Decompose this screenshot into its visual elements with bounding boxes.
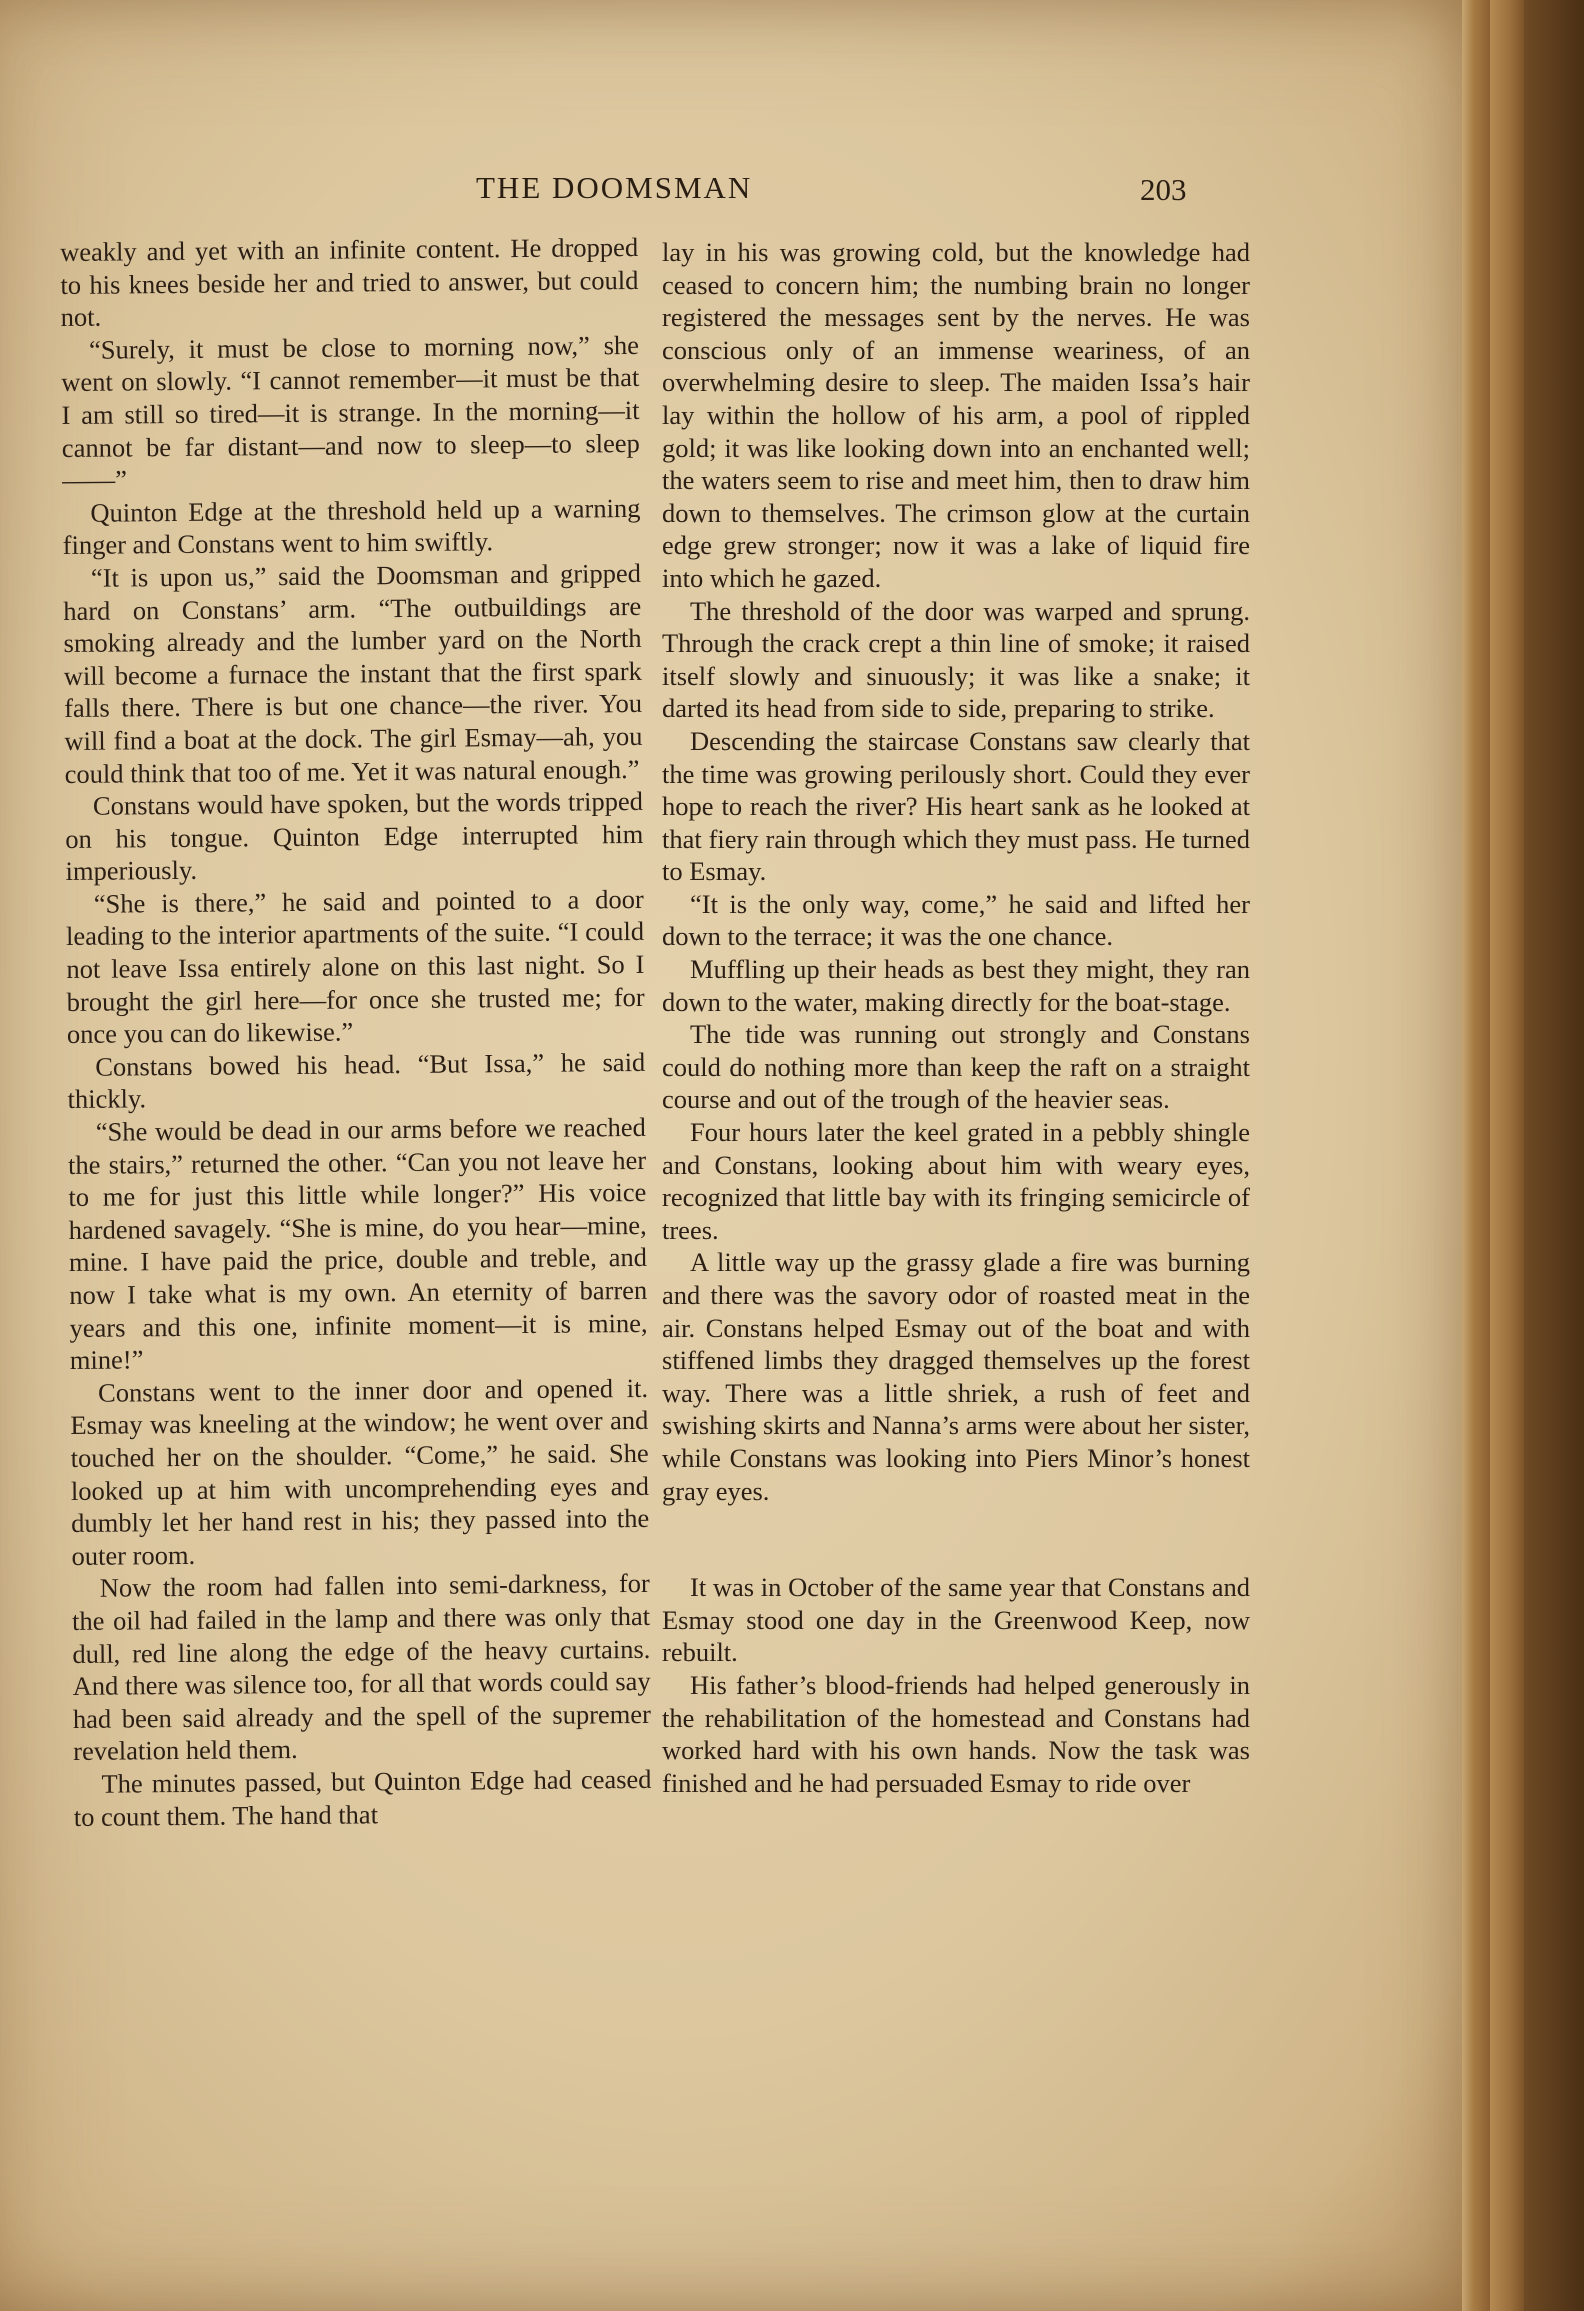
paragraph: Four hours later the keel grated in a pebbly shingle and Constans, looking about him with weary eyes, recognized that little bay with its fringing semicircle of trees.	[662, 1117, 1250, 1245]
paragraph: Muffling up their heads as best they might, they ran down to the water, making directly for the boat-stage.	[662, 954, 1250, 1017]
running-head	[400, 170, 1360, 214]
paragraph: A little way up the grassy glade a fire was burning and there was the savory odor of roasted meat in the air. Constans helped Esmay out of the boat and with stiffened limbs they dragged themselves up the forest way. There was a little shriek, a rush of feet and swishing skirts and Nanna’s arms were about her sister, while Constans was looking into Piers Minor’s honest gray eyes.	[662, 1247, 1250, 1506]
paragraph: His father’s blood-friends had helped generously in the rehabilitation of the homestead and Constans had worked hard with his own hands. Now the task was finished and he had persuaded Esmay to ride over	[662, 1669, 1250, 1798]
paragraph: “She would be dead in our arms before we reached the stairs,” returned the other. “Can you not leave her to me for just this little while longer?” His voice hardened savagely. “She is mine, do you hear—mine, mine. I have paid the price, double and treble, and now I take what is my own. An eternity of barren years and this one, infinite moment—it is mine, mine!”	[67, 1111, 648, 1376]
section-break	[662, 1507, 1250, 1571]
paragraph: The threshold of the door was warped and sprung. Through the crack crept a thin line of smoke; it raised itself slowly and sinuously; it was like a snake; it darted its head from side to side, preparing to strike.	[662, 595, 1250, 724]
paragraph: “Surely, it must be close to morning now,” she went on slowly. “I cannot remember—it must be that I am still so tired—it is strange. In the morning—it cannot be far distant—and now to sleep—to sleep——”	[61, 329, 640, 496]
paragraph: Constans went to the inner door and opened it. Esmay was kneeling at the window; he went over and touched her on the shoulder. “Come,” he said. She looked up at him with uncomprehending eyes and dumbly let her hand rest in his; they passed into the outer room.	[70, 1372, 650, 1571]
page-stack-edge	[1490, 0, 1524, 2311]
right-column	[662, 236, 1250, 1799]
page-edge	[1462, 0, 1490, 2311]
paragraph: Now the room had fallen into semi-darkness, for the oil had failed in the lamp and there was only that dull, red line along the edge of the heavy curtains. And there was silence too, for all that words could say had been said already and the spell of the supremer revelation held them.	[71, 1568, 652, 1767]
paragraph: The minutes passed, but Quinton Edge had ceased to count them. The hand that	[73, 1763, 652, 1832]
page-number: 203	[1140, 172, 1187, 207]
running-title: THE DOOMSMAN	[476, 170, 753, 205]
book-cover-edge	[1524, 0, 1584, 2311]
paragraph: weakly and yet with an infinite content. He dropped to his knees beside her and tried to answer, but could not.	[60, 231, 639, 333]
paragraph: It was in October of the same year that Constans and Esmay stood one day in the Greenwood Keep, now rebuilt.	[662, 1572, 1250, 1668]
paragraph: Constans would have spoken, but the words tripped on his tongue. Quinton Edge interrupted him imperiously.	[65, 786, 644, 887]
paragraph: The tide was running out strongly and Constans could do nothing more than keep the raft on a straight course and out of the trough of the heavier seas.	[662, 1019, 1250, 1115]
left-column	[60, 231, 652, 1833]
paragraph: “It is upon us,” said the Doomsman and gripped hard on Constans’ arm. “The outbuildings are smoking already and the lumber yard on the North will become a furnace the instant that the first spark falls there. There is but one chance—the river. You will find a boat at the dock. The girl Esmay—ah, you could think that too of me. Yet it was natural enough.”	[63, 557, 643, 789]
paragraph: Quinton Edge at the threshold held up a warning finger and Constans went to him swiftly.	[62, 492, 641, 561]
paragraph: “She is there,” he said and pointed to a door leading to the interior apartments of the suite. “I could not leave Issa entirely alone on this last night. So I brought the girl here—for once she trusted me; for once you can do likewise.”	[65, 883, 645, 1050]
paragraph: lay in his was growing cold, but the knowledge had ceased to concern him; the numbing brain no longer registered the messages sent by the nerves. He was conscious only of an immense weariness, of an overwhelming desire to sleep. The maiden Issa’s hair lay within the hollow of his arm, a pool of rippled gold; it was like looking down into an enchanted well; the waters seem to rise and meet him, then to draw him down to themselves. The crimson glow at the curtain edge grew stronger; now it was a lake of liquid fire into which he gazed.	[662, 237, 1250, 593]
paragraph: “It is the only way, come,” he said and lifted her down to the terrace; it was the one chance.	[662, 888, 1250, 952]
paragraph: Constans bowed his head. “But Issa,” he said thickly.	[67, 1046, 646, 1115]
paragraph: Descending the staircase Constans saw clearly that the time was growing perilously short. Could they ever hope to reach the river? His heart sank as he looked at that fiery rain through which they must pass. He turned to Esmay.	[662, 725, 1250, 887]
